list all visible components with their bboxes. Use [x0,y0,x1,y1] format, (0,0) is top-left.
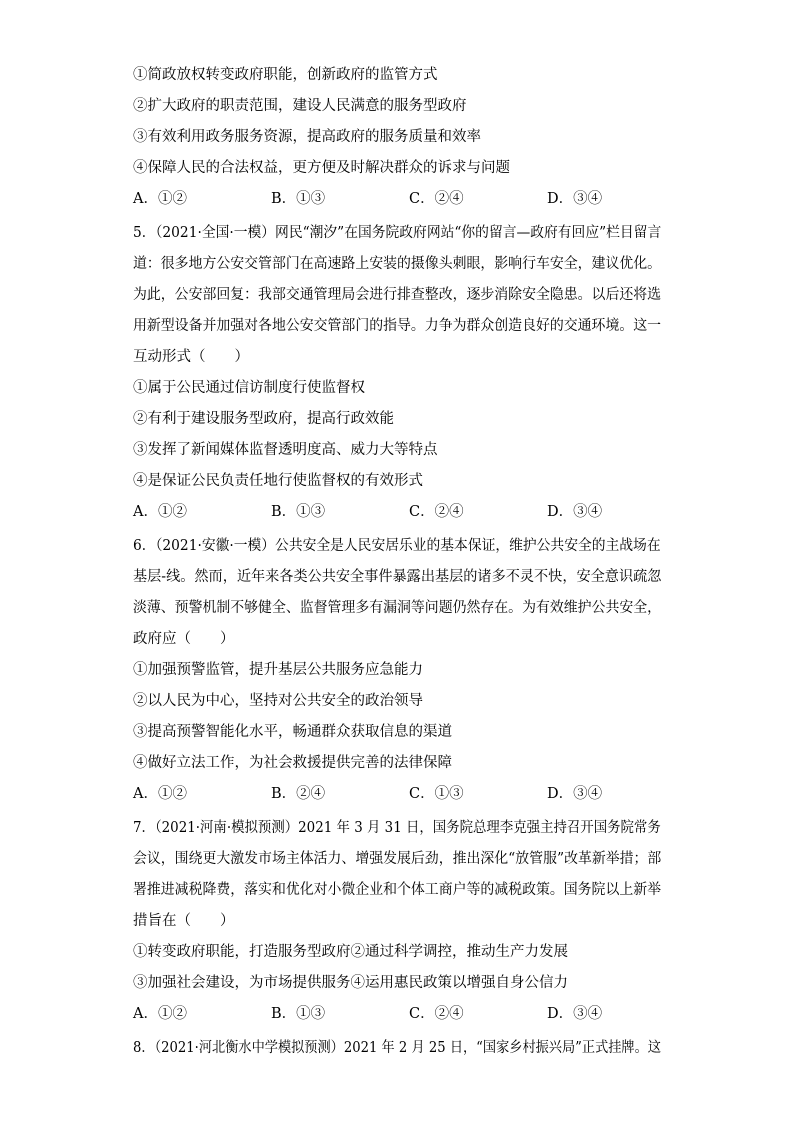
q7-stem-line-1: 7．（2021·河南·模拟预测）2021 年 3 月 31 日，国务院总理李克强主持召开国务院常务 [133,820,661,836]
q7-option-a[interactable]: A．①② [133,1006,187,1022]
q6-stem-line-2: 基层-线。然而，近年来各类公共安全事件暴露出基层的诸多不灵不快，安全意识疏忽 [133,569,662,585]
q4-item-3: ③有效利用政务服务资源，提高政府的服务质量和效率 [133,129,481,145]
q5-stem-line-2: 道：很多地方公安交管部门在高速路上安装的摄像头刺眼，影响行车安全，建议优化。 [133,256,662,272]
q4-item-2: ②扩大政府的职责范围，建设人民满意的服务型政府 [133,98,467,114]
q5-item-2: ②有利于建设服务型政府，提高行政效能 [133,411,394,427]
q4-item-1: ①简政放权转变政府职能，创新政府的监管方式 [133,67,438,83]
q6-item-4: ④做好立法工作，为社会救援提供完善的法律保障 [133,755,452,771]
q7-stem-line-4: 措旨在（ ） [133,913,235,929]
q7-option-d[interactable]: D．③④ [547,1006,603,1022]
q4-option-a[interactable]: A．①② [133,191,187,207]
q4-option-c[interactable]: C．②④ [409,191,464,207]
q5-option-d[interactable]: D．③④ [547,504,603,520]
q6-item-1: ①加强预警监管，提升基层公共服务应急能力 [133,662,423,678]
q6-item-3: ③提高预警智能化水平，畅通群众获取信息的渠道 [133,724,452,740]
q5-item-3: ③发挥了新闻媒体监督透明度高、威力大等特点 [133,442,438,458]
q6-stem-line-3: 淡薄、预警机制不够健全、监督管理多有漏洞等问题仍然存在。为有效维护公共安全， [133,600,662,616]
q5-options [133,502,653,522]
q5-item-1: ①属于公民通过信访制度行使监督权 [133,380,365,396]
q5-item-4: ④是保证公民负责任地行使监督权的有效形式 [133,473,423,489]
q7-items-line-1: ①转变政府职能，打造服务型政府②通过科学调控，推动生产力发展 [133,944,568,960]
q7-option-b[interactable]: B．①③ [271,1006,326,1022]
q6-stem-line-1: 6．（2021·安徽·一模）公共安全是人民安居乐业的基本保证，维护公共安全的主战场在 [133,538,661,554]
q5-stem-line-3: 为此，公安部回复：我部交通管理局会进行排查整改，逐步消除安全隐患。以后还将选 [133,287,662,303]
q4-options [133,189,653,209]
q7-stem-line-3: 署推进减税降费，落实和优化对小微企业和个体工商户等的减税政策。国务院以上新举 [133,882,662,898]
q5-option-c[interactable]: C．②④ [409,504,464,520]
q6-option-d[interactable]: D．③④ [547,786,603,802]
q7-stem-line-2: 会议，围绕更大激发市场主体活力、增强发展后劲，推出深化“放管服”改革新举措；部 [133,851,662,867]
q7-items-line-2: ③加强社会建设，为市场提供服务④运用惠民政策以增强自身公信力 [133,975,568,991]
q7-option-c[interactable]: C．②④ [409,1006,464,1022]
q4-option-b[interactable]: B．①③ [271,191,326,207]
q5-stem-line-1: 5．（2021·全国·一模）网民“潮汐”在国务院政府网站“你的留言—政府有回应”栏目留言 [133,225,662,241]
q6-option-b[interactable]: B．②④ [271,786,326,802]
q5-stem-line-5: 互动形式（ ） [133,349,249,365]
q4-option-d[interactable]: D．③④ [547,191,603,207]
q6-option-c[interactable]: C．①③ [409,786,464,802]
q7-options [133,1004,653,1024]
q5-option-b[interactable]: B．①③ [271,504,326,520]
q5-option-a[interactable]: A．①② [133,504,187,520]
q4-item-4: ④保障人民的合法权益，更方便及时解决群众的诉求与问题 [133,160,510,176]
q8-stem-line-1: 8．（2021·河北衡水中学模拟预测）2021 年 2 月 25 日，“国家乡村振兴局”正式挂牌。这 [133,1040,661,1056]
q6-options [133,784,653,804]
q6-stem-line-4: 政府应（ ） [133,631,235,647]
q6-item-2: ②以人民为中心，坚持对公共安全的政治领导 [133,693,423,709]
q6-option-a[interactable]: A．①② [133,786,187,802]
q5-stem-line-4: 用新型设备并加强对各地公安交管部门的指导。力争为群众创造良好的交通环境。这一 [133,318,662,334]
